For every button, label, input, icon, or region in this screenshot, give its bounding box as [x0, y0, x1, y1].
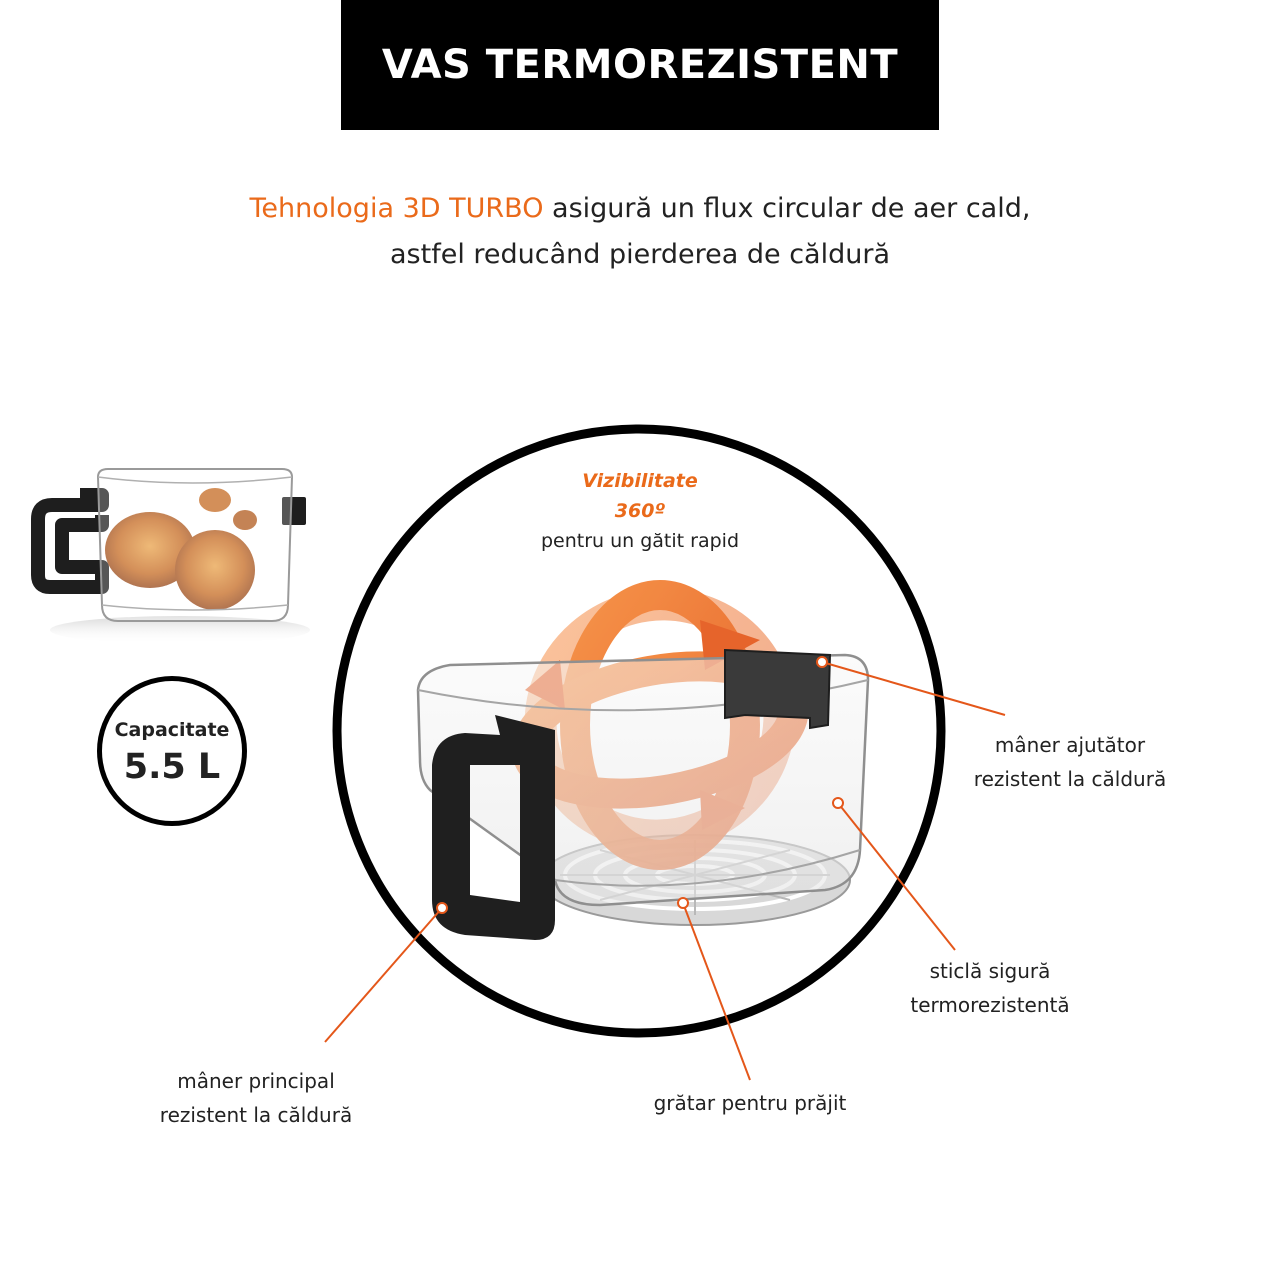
helper-handle	[725, 650, 830, 728]
callout-safe-glass	[870, 954, 1110, 1022]
callout-helper-handle	[950, 728, 1190, 796]
callout-main-handle-line1: mâner principal	[177, 1069, 335, 1093]
callout-safe-glass-line1: sticlă sigură	[929, 959, 1051, 983]
visibility-subtitle: pentru un gătit rapid	[540, 530, 740, 552]
visibility-callout	[500, 466, 780, 556]
visibility-title-2: 360º	[614, 500, 666, 522]
callout-main-handle	[136, 1064, 376, 1132]
subtitle-line1: asigură un flux circular de aer cald,	[543, 193, 1031, 224]
subtitle-line2: astfel reducând pierderea de căldură	[390, 239, 890, 270]
capacity-value: 5.5 L	[123, 747, 221, 787]
callout-safe-glass-line2: termorezistentă	[910, 993, 1070, 1017]
callout-grill-line1: grătar pentru prăjit	[653, 1091, 847, 1115]
callout-helper-handle-line2: rezistent la căldură	[973, 767, 1167, 791]
visibility-title-1: Vizibilitate	[582, 470, 698, 492]
callout-main-handle-line2: rezistent la căldură	[159, 1103, 353, 1127]
callout-helper-handle-line1: mâner ajutător	[994, 733, 1146, 757]
subtitle-accent: Tehnologia 3D TURBO	[249, 193, 544, 224]
page-title: VAS TERMOREZISTENT	[341, 0, 939, 130]
capacity-label: Capacitate	[114, 719, 230, 741]
callout-grill	[620, 1086, 880, 1120]
